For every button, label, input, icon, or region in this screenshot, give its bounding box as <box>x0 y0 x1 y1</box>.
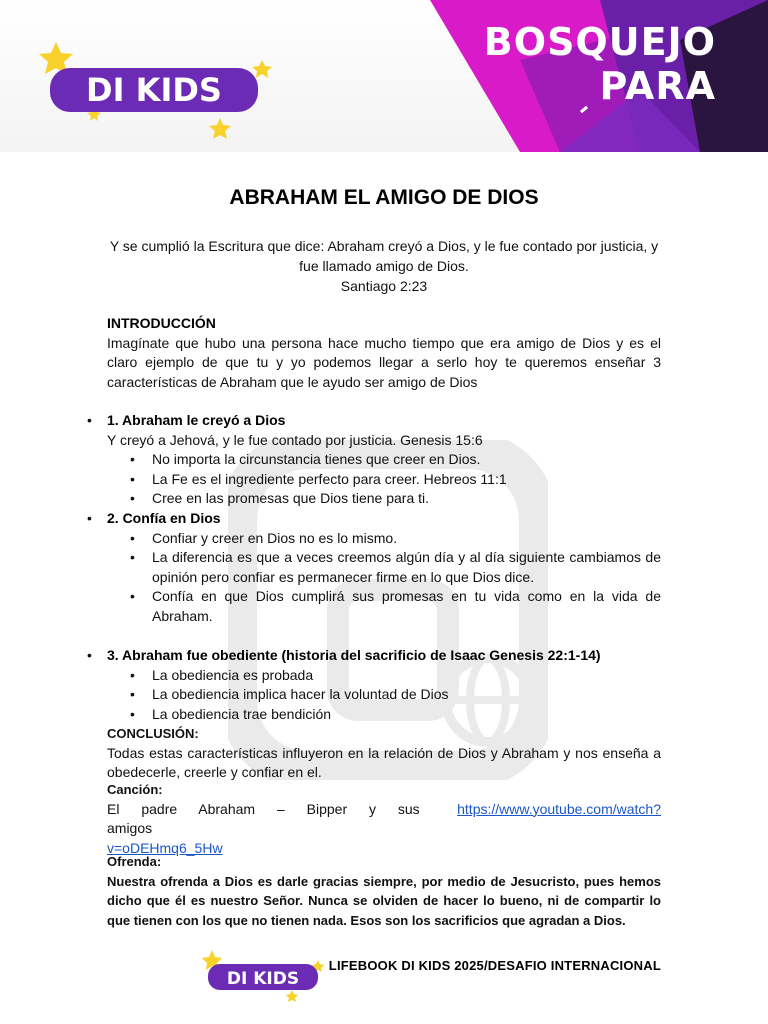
verse-text: Y se cumplió la Escritura que dice: Abraham creyó a Dios, y le fue contado por justicia, y fue llamado amigo de Dios. <box>109 238 659 274</box>
header-title-line2: PARA <box>599 64 716 108</box>
bullet-icon: • <box>130 705 135 722</box>
point-3 <box>87 646 661 724</box>
introduction-section <box>107 314 661 392</box>
verse-reference: Santiago 2:23 <box>340 278 428 294</box>
song-heading: Canción: <box>107 782 163 797</box>
list-item: • Confiar y creer en Dios no es lo mismo. <box>107 529 661 549</box>
song-line <box>107 800 661 839</box>
list-item: • La Fe es el ingrediente perfecto para creer. Hebreos 11:1 <box>107 470 661 490</box>
bullet-icon: • <box>87 412 92 428</box>
bullet-icon: • <box>130 529 135 546</box>
list-item: • La diferencia es que a veces creemos algún día y al día siguiente cambiamos de opinión pero confiar es permanecer firme en lo que Dios dice. <box>130 549 661 585</box>
bullet-icon: • <box>130 549 135 565</box>
song-link[interactable]: https://www.youtube.com/watch? <box>457 800 661 817</box>
footer-logo-text: DI KIDS <box>226 969 300 989</box>
list-item: • La obediencia trae bendición <box>107 705 661 725</box>
footer-logo <box>200 948 330 1004</box>
header-title-line1: BOSQUEJO <box>483 20 716 64</box>
point-1-text: Y creyó a Jehová, y le fue contado por justicia. Genesis 15:6 <box>107 431 483 448</box>
list-item: • Confía en que Dios cumplirá sus promesas en tu vida como en la vida de Abraham. <box>130 588 661 624</box>
point-3-heading: 3. Abraham fue obediente (historia del sacrificio de Isaac Genesis 22:1-14) <box>107 647 601 663</box>
offering-section <box>107 852 661 930</box>
point-2 <box>87 509 661 626</box>
list-item: • No importa la circunstancia tienes que creer en Dios. <box>107 450 661 470</box>
conclusion-text: Todas estas características influyeron en la relación de Dios y Abraham y nos enseña a obedecerle, creerle y confiar en el. <box>107 744 661 780</box>
bullet-icon: • <box>130 490 135 506</box>
point-1-heading: 1. Abraham le creyó a Dios <box>107 412 286 428</box>
bullet-icon: • <box>130 588 135 604</box>
conclusion-heading: CONCLUSIÓN: <box>107 726 199 741</box>
list-item: • Cree en las promesas que Dios tiene para ti. <box>107 489 661 509</box>
key-verse <box>100 236 668 296</box>
introduction-text: Imagínate que hubo una persona hace mucho tiempo que era amigo de Dios y es el claro ejemplo de que tu y yo podemos llegar a serlo hoy te queremos enseñar 3 características de Abraham que le ayudo ser amigo de Dios <box>107 334 661 390</box>
conclusion-section <box>107 724 661 783</box>
document-title: ABRAHAM EL AMIGO DE DIOS <box>229 186 539 209</box>
offering-heading: Ofrenda: <box>107 854 162 869</box>
point-1 <box>87 411 661 509</box>
bullet-icon: • <box>87 510 92 526</box>
song-link-continued[interactable]: v=oDEHmq6_5Hw <box>107 839 223 856</box>
footer-text: LIFEBOOK DI KIDS 2025/DESAFIO INTERNACIONAL <box>328 958 661 973</box>
point-2-heading: 2. Confía en Dios <box>107 510 221 526</box>
logo-text: DI KIDS <box>86 71 222 109</box>
bullet-icon: • <box>87 647 92 663</box>
bullet-icon: • <box>130 686 135 702</box>
introduction-heading: INTRODUCCIÓN <box>107 315 216 331</box>
offering-text: Nuestra ofrenda a Dios es darle gracias siempre, por medio de Jesucristo, pues hemos dicho que él es nuestro Señor. Nunca se olviden de hacer lo bueno, ni de compartir lo que tienen con los que no tienen nada. Esos son los sacrificios que agradan a Dios. <box>107 873 661 928</box>
song-title: El padre Abraham – Bipper y sus amigos <box>107 800 420 836</box>
list-item: • La obediencia es probada <box>107 666 661 686</box>
header-banner <box>0 0 768 152</box>
header-title <box>484 20 716 108</box>
song-section <box>107 780 661 858</box>
bullet-icon: • <box>130 666 135 683</box>
bullet-icon: • <box>130 470 135 487</box>
dikids-logo <box>36 38 286 142</box>
bullet-icon: • <box>130 451 135 467</box>
list-item: • La obediencia implica hacer la voluntad de Dios <box>107 685 661 705</box>
